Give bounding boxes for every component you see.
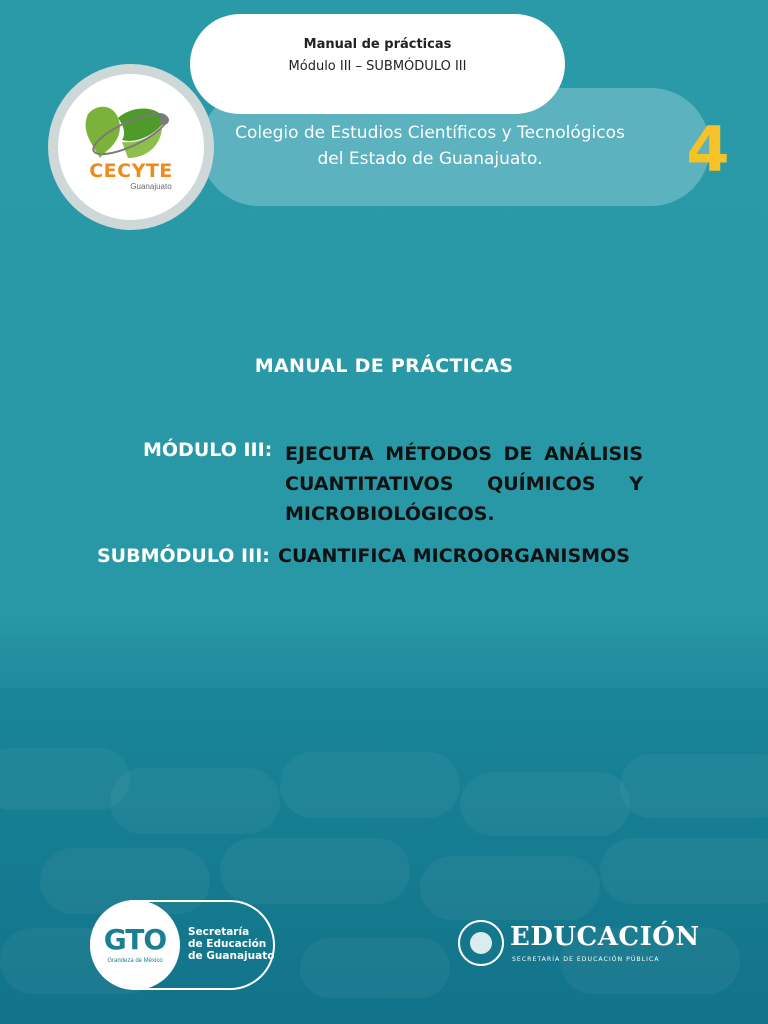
module-value: EJECUTA MÉTODOS DE ANÁLISIS CUANTITATIVOS QUÍMICOS Y MICROBIOLÓGICOS.: [285, 443, 643, 525]
gto-secretaria-text: [188, 926, 274, 962]
gto-tagline: Grandeza de México: [107, 958, 163, 964]
manual-label: [190, 34, 565, 78]
college-line-2: del Estado de Guanajuato.: [317, 149, 543, 169]
manual-title: Manual de prácticas: [303, 37, 452, 52]
college-line-1: Colegio de Estudios Científicos y Tecnológicos: [235, 123, 625, 143]
eagle-emblem-icon: [470, 932, 492, 954]
submodule-label: SUBMÓDULO III:: [97, 545, 270, 567]
module-label: MÓDULO III:: [143, 439, 273, 461]
gto-text-line-1: Secretaría: [188, 926, 250, 938]
gto-text-line-3: de Guanajuato: [188, 950, 275, 962]
manual-number: 4: [686, 113, 730, 186]
sep-subtitle: SECRETARÍA DE EDUCACIÓN PÚBLICA: [512, 956, 660, 963]
cecyte-leaf-atom-icon: [58, 74, 204, 220]
sep-wordmark: EDUCACIÓN: [510, 922, 700, 952]
module-subtitle: Módulo III – SUBMÓDULO III: [288, 59, 467, 74]
cecyte-logo: [58, 74, 204, 220]
cecyte-subtitle: Guanajuato: [130, 182, 172, 191]
gto-wordmark: GTO: [103, 923, 167, 956]
gto-text-line-2: de Educación: [188, 938, 267, 950]
cecyte-wordmark: CECYTE: [89, 160, 173, 182]
page-title: MANUAL DE PRÁCTICAS: [254, 355, 514, 377]
college-name: [215, 120, 645, 172]
submodule-value: CUANTIFICA MICROORGANISMOS: [278, 545, 630, 567]
